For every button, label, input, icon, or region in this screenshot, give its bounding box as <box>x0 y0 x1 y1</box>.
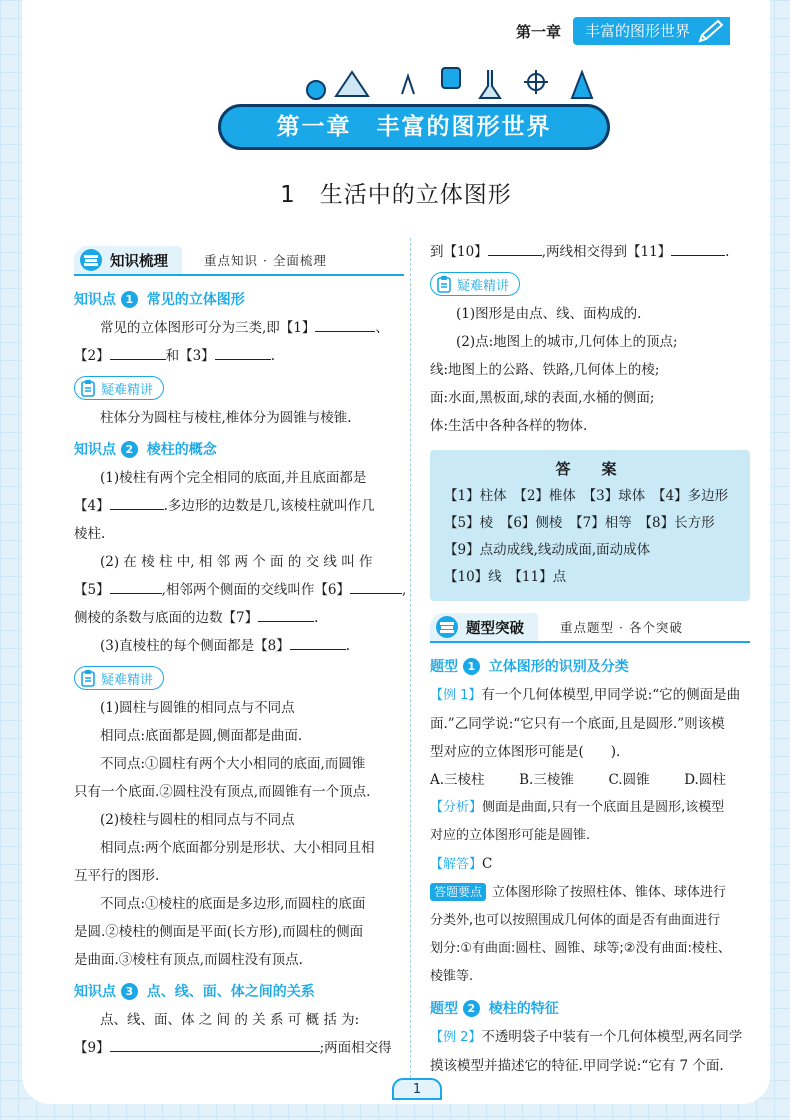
type-number: 1 <box>463 658 480 675</box>
kp-title: 点、线、面、体之间的关系 <box>146 984 315 1000</box>
difficulty-tag <box>74 376 164 400</box>
chapter-banner: 第一章 丰富的图形世界 <box>218 104 610 150</box>
blank <box>110 578 162 594</box>
page-number: 1 <box>392 1078 442 1100</box>
books-icon <box>434 616 460 638</box>
books-icon <box>78 249 104 271</box>
text: 到【10】 <box>430 244 488 260</box>
type-title: 立体图形的识别及分类 <box>488 659 629 675</box>
text: ,两线相交得到【11】 <box>541 244 672 260</box>
blank <box>290 634 346 650</box>
module-tab <box>430 613 538 641</box>
column-divider <box>410 238 411 1098</box>
knowledge-point-1: 知识点 1 常见的立体图形 <box>74 292 245 308</box>
text-line: 相同点:两个底面都分别是形状、大小相同且相 <box>100 840 375 856</box>
text-line: 面:水面,黑板面,球的表面,水桶的侧面; <box>430 390 655 406</box>
text-line: (2)点:地图上的城市,几何体上的顶点; <box>456 334 678 350</box>
option: A.三棱柱 <box>430 772 485 788</box>
header-chapter-title-text: 丰富的图形世界 <box>584 22 690 40</box>
text-line <box>74 1034 404 1062</box>
text: 有一个几何体模型,甲同学说:“它的侧面是曲 <box>481 687 741 703</box>
text-line: 划分:①有曲面:圆柱、圆锥、球等;②没有曲面:棱柱、 <box>430 941 731 956</box>
knowledge-point-3: 知识点 3 点、线、面、体之间的关系 <box>74 984 315 1000</box>
example-tag: 【例 2】 <box>430 1030 482 1045</box>
answer-title: 答 案 <box>555 460 625 478</box>
difficulty-label: 疑难精讲 <box>101 672 154 688</box>
text: 【9】 <box>74 1040 110 1056</box>
module-tab <box>74 246 182 274</box>
blank <box>258 606 314 622</box>
text-line: 柱体分为圆柱与棱柱,椎体分为圆锥与棱锥. <box>100 410 352 426</box>
text-line: 【2】 和【3】 . <box>74 342 404 370</box>
kp-number: 3 <box>121 983 138 1000</box>
right-column <box>430 238 750 1080</box>
text-line: 相同点:底面都是圆,侧面都是曲面. <box>100 728 303 744</box>
text: 侧棱的条数与底面的边数【7】 <box>74 610 259 626</box>
text-line: 【5】 ,相邻两个侧面的交线叫作【6】 , <box>74 576 404 604</box>
text-line <box>74 492 404 520</box>
difficulty-tag <box>74 666 164 690</box>
answer-tag: 【解答】 <box>430 857 483 872</box>
text: .多边形的边数是几,该棱柱就叫作几 <box>163 498 375 514</box>
header-chapter-title <box>573 17 730 45</box>
science-doodle-icon <box>292 58 612 108</box>
text-line: (1)圆柱与圆锥的相同点与不同点 <box>100 700 295 716</box>
answer-line: 【10】线 【11】点 <box>444 569 567 585</box>
knowledge-point-2: 知识点 2 棱柱的概念 <box>74 442 217 458</box>
text-line: 分类外,也可以按照围成几何体的面是否有曲面进行 <box>430 913 721 928</box>
blank <box>110 344 166 360</box>
text-line <box>430 879 750 907</box>
pencil-icon <box>696 19 726 45</box>
text-line: 只有一个底面.②圆柱没有顶点,而圆锥有一个顶点. <box>74 784 371 800</box>
text-line: 不同点:①圆柱有两个大小相同的底面,而圆锥 <box>100 756 366 772</box>
blank <box>315 316 375 332</box>
answer-box <box>430 450 750 601</box>
module-subtitle: 重点题型 · 各个突破 <box>560 620 683 635</box>
text-line: (2)棱柱与圆柱的相同点与不同点 <box>100 812 295 828</box>
text-line: 体:生活中各种各样的物体. <box>430 418 588 434</box>
text-line: 是圆.②棱柱的侧面是平面(长方形),而圆柱的侧面 <box>74 924 364 940</box>
text-line: 摸该模型并描述它的特征.甲同学说:“它有 7 个面. <box>430 1058 724 1074</box>
text-line: 棱柱. <box>74 526 106 542</box>
module-subtitle: 重点知识 · 全面梳理 <box>204 253 327 268</box>
option: D.圆柱 <box>684 772 726 788</box>
text-line: 型对应的立体图形可能是( ). <box>430 744 621 760</box>
text-line: 常见的立体图形可分为三类,即【1】 、 <box>74 314 404 342</box>
answer-line: 【5】棱 【6】侧棱 【7】相等 【8】长方形 <box>444 515 715 531</box>
option: C.圆锥 <box>608 772 650 788</box>
example-tag: 【例 1】 <box>430 688 482 703</box>
clipboard-icon <box>435 275 453 293</box>
kp-number: 1 <box>121 291 138 308</box>
text: 立体图形除了按照柱体、锥体、球体进行 <box>492 885 727 900</box>
section-title: 1 生活中的立体图形 <box>280 182 512 208</box>
problem-type-1: 题型 1 立体图形的识别及分类 <box>430 659 629 675</box>
clipboard-icon <box>79 669 97 687</box>
text-line: 点、线、面、体 之 间 的 关 系 可 概 括 为: <box>100 1012 360 1028</box>
options-line <box>430 766 750 794</box>
text-line: 对应的立体图形可能是圆锥. <box>430 828 591 843</box>
text: 不透明袋子中装有一个几何体模型,两名同学 <box>481 1029 743 1045</box>
blank <box>110 1036 320 1052</box>
clipboard-icon <box>79 379 97 397</box>
kp-title: 棱柱的概念 <box>146 442 217 458</box>
text-line <box>430 681 750 710</box>
text: 【2】 <box>74 348 110 364</box>
text: 侧面是曲面,只有一个底面且是圆形,该模型 <box>482 800 725 815</box>
analysis-tag: 【分析】 <box>430 800 483 815</box>
text-line <box>430 850 750 879</box>
text-line: 是曲面.③棱柱有顶点,而圆柱没有顶点. <box>74 952 303 968</box>
text-line: 线:地图上的公路、铁路,几何体上的棱; <box>430 362 660 378</box>
text: 常见的立体图形可分为三类,即【1】 <box>100 320 316 336</box>
blank <box>671 240 725 256</box>
text: C <box>482 856 493 872</box>
text-line <box>430 1023 750 1052</box>
key-points-tag: 答题要点 <box>430 883 486 901</box>
blank <box>488 240 542 256</box>
text: 【5】 <box>74 582 110 598</box>
text-line: 侧棱的条数与底面的边数【7】 . <box>74 604 404 632</box>
kp-number: 2 <box>121 441 138 458</box>
header-chapter: 第一章 <box>515 22 561 41</box>
type-number: 2 <box>463 1000 480 1017</box>
text-line: (2) 在 棱 柱 中, 相 邻 两 个 面 的 交 线 叫 作 <box>100 554 373 570</box>
difficulty-tag <box>430 272 520 296</box>
text: 【4】 <box>74 498 110 514</box>
text-line: 到【10】 ,两线相交得到【11】 . <box>430 238 750 266</box>
text-line: 棱锥等. <box>430 969 474 984</box>
text-line: 不同点:①棱柱的底面是多边形,而圆柱的底面 <box>100 896 366 912</box>
option: B.三棱锥 <box>519 772 574 788</box>
text-line: (1)图形是由点、线、面构成的. <box>456 306 642 322</box>
module-title: 知识梳理 <box>110 253 168 270</box>
text: 和【3】 <box>165 348 215 364</box>
module-title: 题型突破 <box>466 620 524 637</box>
difficulty-label: 疑难精讲 <box>457 278 510 294</box>
left-column <box>74 238 407 1062</box>
problem-type-2: 题型 2 棱柱的特征 <box>430 1001 559 1017</box>
text: ,相邻两个侧面的交线叫作【6】 <box>161 582 350 598</box>
text-line <box>430 794 750 822</box>
module-header-problems <box>430 613 750 643</box>
text-line: (1)棱柱有两个完全相同的底面,并且底面都是 <box>100 470 367 486</box>
blank <box>350 578 402 594</box>
text: (3)直棱柱的每个侧面都是【8】 <box>100 638 290 654</box>
blank <box>215 344 271 360</box>
running-header <box>516 17 730 45</box>
text-line: 互平行的图形. <box>74 868 160 884</box>
text-line: (3)直棱柱的每个侧面都是【8】 . <box>74 632 404 660</box>
difficulty-label: 疑难精讲 <box>101 382 154 398</box>
kp-title: 常见的立体图形 <box>146 292 245 308</box>
blank <box>110 494 164 510</box>
type-title: 棱柱的特征 <box>488 1001 559 1017</box>
answer-line: 【1】柱体 【2】椎体 【3】球体 【4】多边形 <box>444 488 729 504</box>
text-line: 面.”乙同学说:“它只有一个底面,且是圆形.”则该模 <box>430 716 725 732</box>
answer-line: 【9】点动成线,线动成面,面动成体 <box>444 542 651 558</box>
module-header-knowledge <box>74 246 404 276</box>
page <box>22 0 770 1104</box>
text: ;两面相交得 <box>319 1040 392 1056</box>
